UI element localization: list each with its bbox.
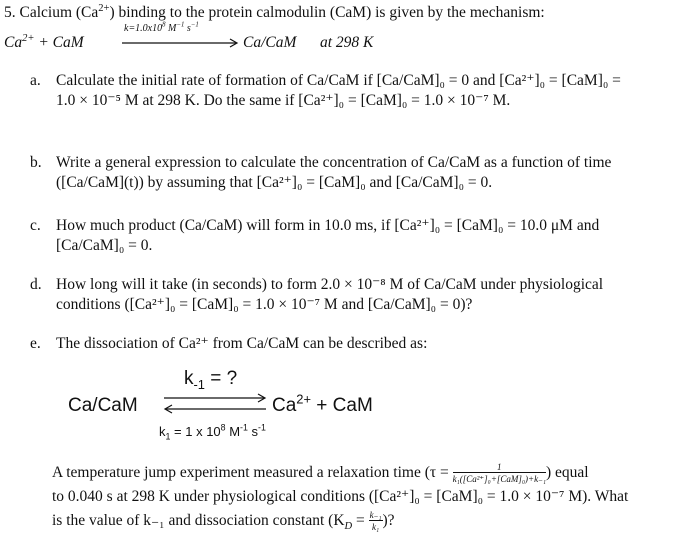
problem-intro: 5. Calcium $(Ca^{2+})$ binding to the protein calmodulin (CaM) is given by the mechanism: bbox=[4, 2, 545, 21]
k-minus-label: $k_{-1}$ = ? bbox=[184, 368, 238, 392]
temp-jump-line3: is the value of k₋₁ and dissociation constant ($K_D$ = $\frac{\text{k₋₁}}{\text{k₁}}$ )? bbox=[52, 510, 395, 533]
mechanism-rate-label: $k=1.0x10^8$ $M^{-1}$ $s^{-1}$ bbox=[124, 21, 199, 34]
equilibrium-arrows bbox=[162, 392, 268, 416]
k-plus-label: $k_1 = 1$ x $10^8$ $M^{-1}$ $s^{-1}$ bbox=[159, 422, 266, 442]
scheme-left-species: Ca/CaM bbox=[68, 395, 138, 416]
temp-jump-line1: A temperature jump experiment measured a relaxation time (τ = $\frac{1}{\text{k₁([Ca²⁺]₀+[CaM]₀)+k₋₁}}$ ) equal bbox=[52, 462, 589, 485]
scheme-right-species: $Ca^{2+}$ + CaM bbox=[272, 391, 373, 416]
tau-fraction: $\frac{1}{\text{k₁([Ca²⁺]₀+[CaM]₀)+k₋₁}}$ bbox=[452, 462, 546, 485]
mechanism-arrow bbox=[122, 37, 240, 49]
temp-jump-line2: to 0.040 s at 298 K under physiological conditions ([Ca²⁺]₀ = [CaM]₀ = 1.0 × 10⁻⁷ M). What bbox=[52, 488, 629, 505]
kd-fraction: $\frac{\text{k₋₁}}{\text{k₁}}$ bbox=[369, 510, 382, 533]
